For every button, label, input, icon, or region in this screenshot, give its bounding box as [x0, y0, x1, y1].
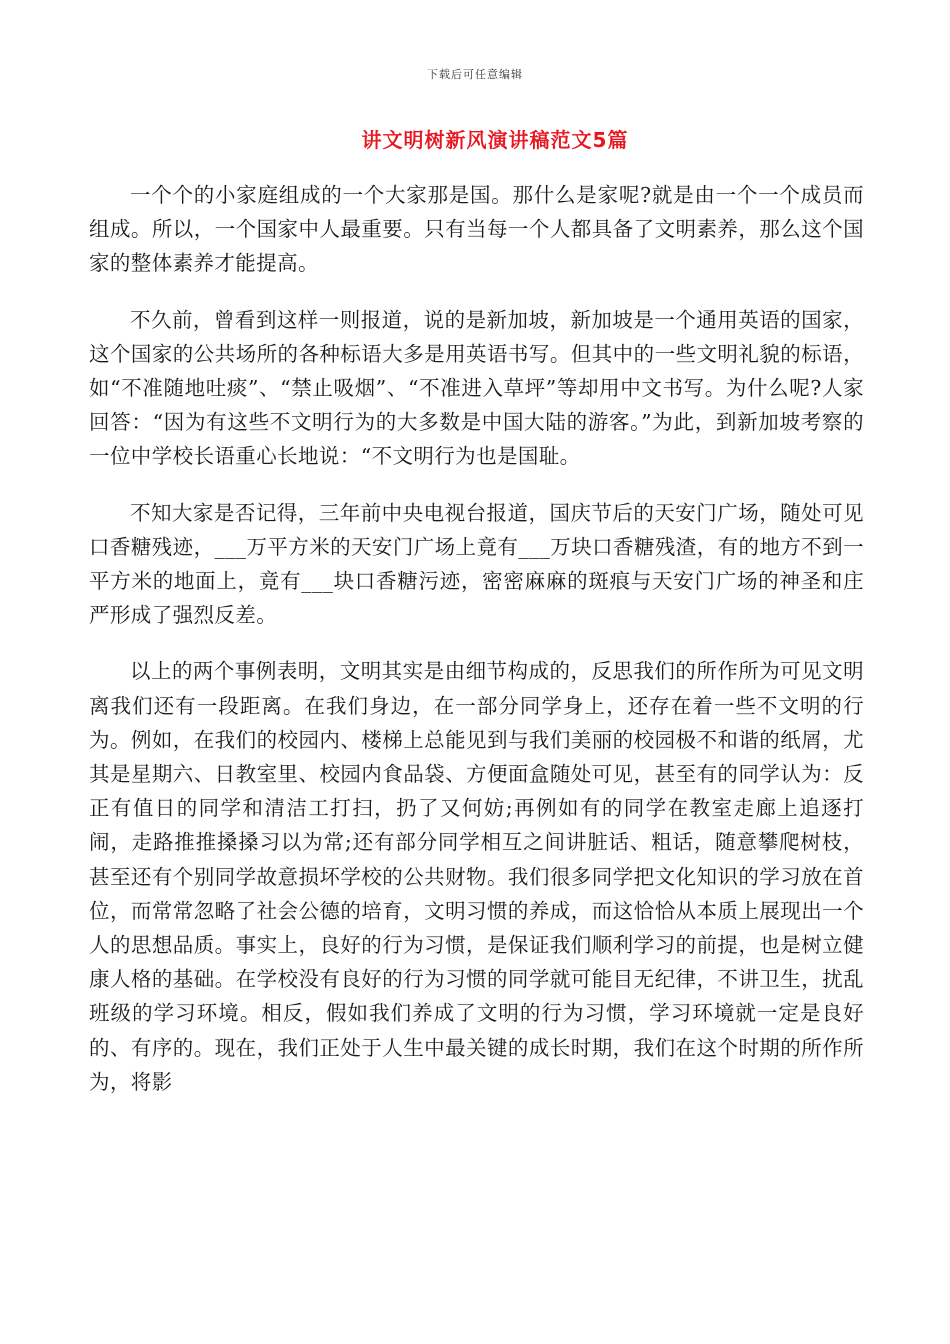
paragraph-4: 以上的两个事例表明，文明其实是由细节构成的，反思我们的所作所为可见文明离我们还有一段距离。在我们身边，在一部分同学身上，还存在着一些不文明的行为。例如，在我们的校园内、楼梯上总能见到与我们美丽的校园极不和谐的纸屑，尤其是星期六、日教室里、校园内食品袋、方便面盒随处可见，甚至有的同学认为：反正有值日的同学和清洁工打扫，扔了又何妨;再例如有的同学在教室走廊上追逐打闹，走路推推搡搡习以为常;还有部分同学相互之间讲脏话、粗话，随意攀爬树枝，甚至还有个别同学故意损坏学校的公共财物。我们很多同学把文化知识的学习放在首位，而常常忽略了社会公德的培育，文明习惯的养成，而这恰恰从本质上展现出一个人的思想品质。事实上，良好的行为习惯，是保证我们顺利学习的前提，也是树立健康人格的基础。在学校没有良好的行为习惯的同学就可能目无纪律，不讲卫生，扰乱班级的学习环境。相反，假如我们养成了文明的行为习惯，学习环境就一定是良好的、有序的。现在，我们正处于人生中最关键的成长时期，我们在这个时期的所作所为，将影 [89, 659, 864, 1094]
document-body [89, 178, 864, 1121]
paragraph-1: 一个个的小家庭组成的一个大家那是国。那什么是家呢?就是由一个一个成员而组成。所以，一个国家中人最重要。只有当每一个人都具备了文明素养，那么这个国家的整体素养才能提高。 [89, 183, 864, 276]
header-note: 下载后可任意编辑 [427, 68, 523, 81]
paragraph-2: 不久前，曾看到这样一则报道，说的是新加坡，新加坡是一个通用英语的国家，这个国家的公共场所的各种标语大多是用英语书写。但其中的一些文明礼貌的标语，如“不准随地吐痰”、“禁止吸烟”、“不准进入草坪”等却用中文书写。为什么呢?人家回答：“因为有这些不文明行为的大多数是中国大陆的游客。”为此，到新加坡考察的一位中学校长语重心长地说：“不文明行为也是国耻。 [89, 307, 864, 469]
paragraph-3: 不知大家是否记得，三年前中央电视台报道，国庆节后的天安门广场，随处可见口香糖残迹，___万平方米的天安门广场上竟有___万块口香糖残渣，有的地方不到一平方米的地面上，竟有___块口香糖污迹，密密麻麻的斑痕与天安门广场的神圣和庄严形成了强烈反差。 [89, 500, 864, 628]
document-title: 讲文明树新风演讲稿范文5篇 [361, 128, 629, 152]
